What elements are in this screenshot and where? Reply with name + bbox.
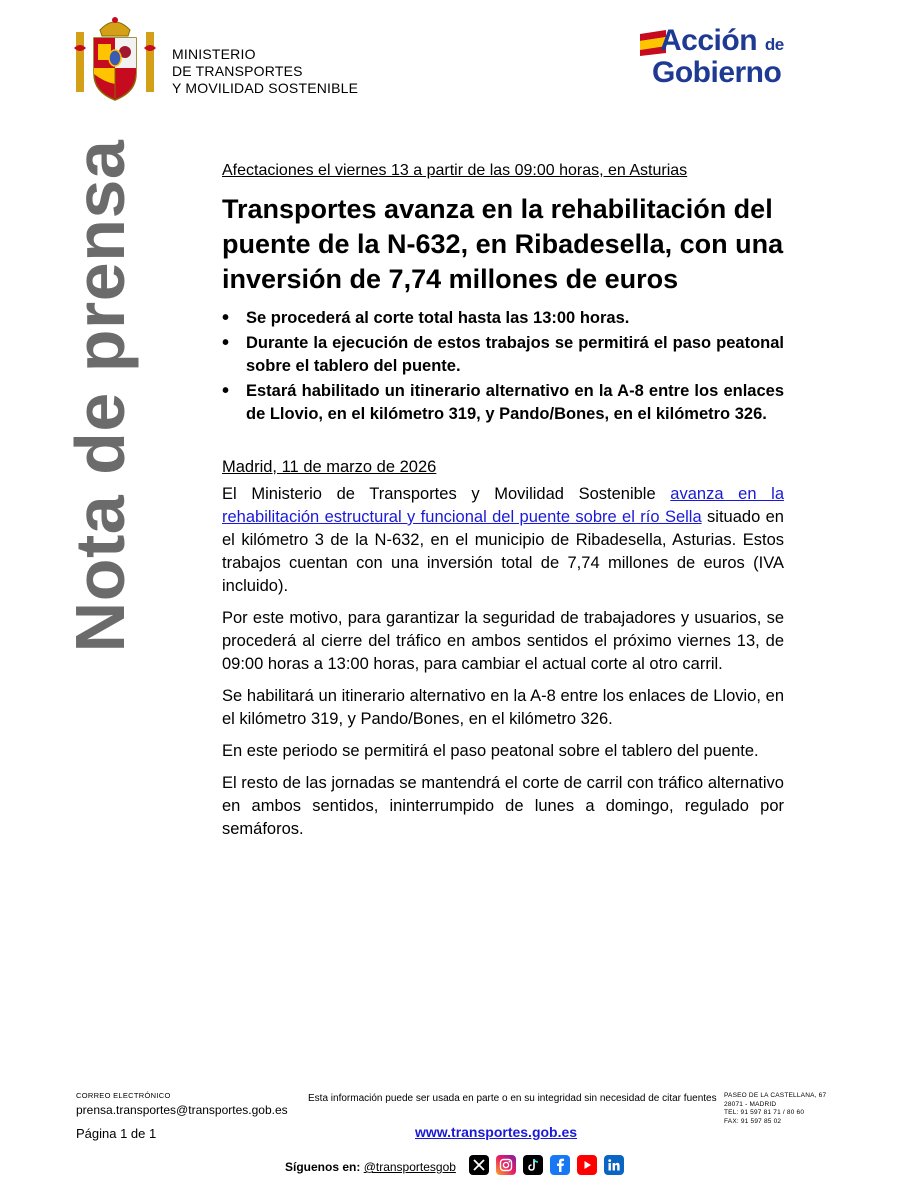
accion-de-gobierno-logo <box>660 24 784 58</box>
email-label: CORREO ELECTRÓNICO <box>76 1091 171 1100</box>
paragraph-3: Se habilitará un itinerario alternativo en la A-8 entre los enlaces de Llovio, en el kilómetro 319, y Pando/Bones, en el kilómetro 326. <box>222 687 784 728</box>
press-release-body <box>222 162 784 850</box>
ministry-line-1: MINISTERIO <box>172 46 256 62</box>
instagram-icon[interactable] <box>496 1155 516 1175</box>
paragraph-1-start: El Ministerio de Transportes y Movilidad Sostenible <box>222 485 671 503</box>
highlight-item: • Estará habilitado un itinerario alternativo en la A-8 entre los enlaces de Llovio, en el kilómetro 319, y Pando/Bones, en el kilómetro 326. <box>222 380 784 426</box>
follow-us <box>285 1160 456 1174</box>
x-icon[interactable] <box>469 1155 489 1175</box>
highlight-item: • Se procederá al corte total hasta las 13:00 horas. <box>222 307 784 330</box>
ministry-line-2: DE TRANSPORTES <box>172 63 303 79</box>
paragraph-2: Por este motivo, para garantizar la seguridad de trabajadores y usuarios, se procederá al cierre del tráfico en ambos sentidos el próximo viernes 13, de 09:00 horas a 13:00 horas, para cambiar el actual corte al otro carril. <box>222 609 784 673</box>
paragraph-4: En este periodo se permitirá el paso peatonal sobre el tablero del puente. <box>222 742 759 760</box>
tiktok-icon[interactable] <box>523 1155 543 1175</box>
address-line: 28071 - MADRID <box>724 1100 777 1108</box>
press-email[interactable]: prensa.transportes@transportes.gob.es <box>76 1103 288 1117</box>
rehabilitation-link[interactable]: avanza en la rehabilitación estructural y funcional del puente sobre el río Sella <box>222 485 784 526</box>
usage-note: Esta información puede ser usada en parte o en su integridad sin necesidad de citar fuentes <box>308 1093 717 1104</box>
facebook-icon[interactable] <box>550 1155 570 1175</box>
highlight-item: • Durante la ejecución de estos trabajos se permitirá el paso peatonal sobre el tablero del puente. <box>222 332 784 378</box>
paragraph-5: El resto de las jornadas se mantendrá el corte de carril con tráfico alternativo en ambos sentidos, ininterrumpido de lunes a domingo, regulado por semáforos. <box>222 774 784 838</box>
social-icons <box>469 1155 624 1175</box>
ministry-line-3: Y MOVILIDAD SOSTENIBLE <box>172 80 359 96</box>
logo-word-accion: Acción <box>660 24 758 57</box>
address-line: FAX: 91 597 85 02 <box>724 1117 782 1125</box>
nota-de-prensa-label: Nota de prensa <box>61 139 139 653</box>
dateline: Madrid, 11 de marzo de 2026 <box>222 458 437 476</box>
ministry-name <box>172 46 358 97</box>
linkedin-icon[interactable] <box>604 1155 624 1175</box>
follow-label: Síguenos en: <box>285 1160 361 1174</box>
coat-of-arms-logo <box>70 14 160 106</box>
logo-word-gobierno: Gobierno <box>652 56 782 89</box>
address-line: TEL: 91 597 81 71 / 80 60 <box>724 1109 805 1116</box>
youtube-icon[interactable] <box>577 1155 597 1175</box>
paragraph-1 <box>222 483 784 598</box>
website-link[interactable]: www.transportes.gob.es <box>415 1124 578 1140</box>
page-number: Página 1 de 1 <box>76 1126 157 1141</box>
paragraph-1-end: situado en el kilómetro 3 de la N-632, en el municipio de Ribadesella, Asturias. Estos trabajos cuentan con una inversión total de 7,74 millones de euros (IVA incluido). <box>222 508 784 595</box>
highlights-list <box>222 307 784 426</box>
kicker: Afectaciones el viernes 13 a partir de las 09:00 horas, en Asturias <box>222 162 688 179</box>
address-line: PASEO DE LA CASTELLANA, 67 <box>724 1092 827 1099</box>
social-handle-link[interactable]: @transportesgob <box>363 1160 456 1174</box>
logo-word-de: de <box>764 35 784 54</box>
address-block <box>724 1092 826 1126</box>
headline: Transportes avanza en la rehabilitación del puente de la N-632, en Ribadesella, con una inversión de 7,74 millones de euros <box>222 194 784 294</box>
